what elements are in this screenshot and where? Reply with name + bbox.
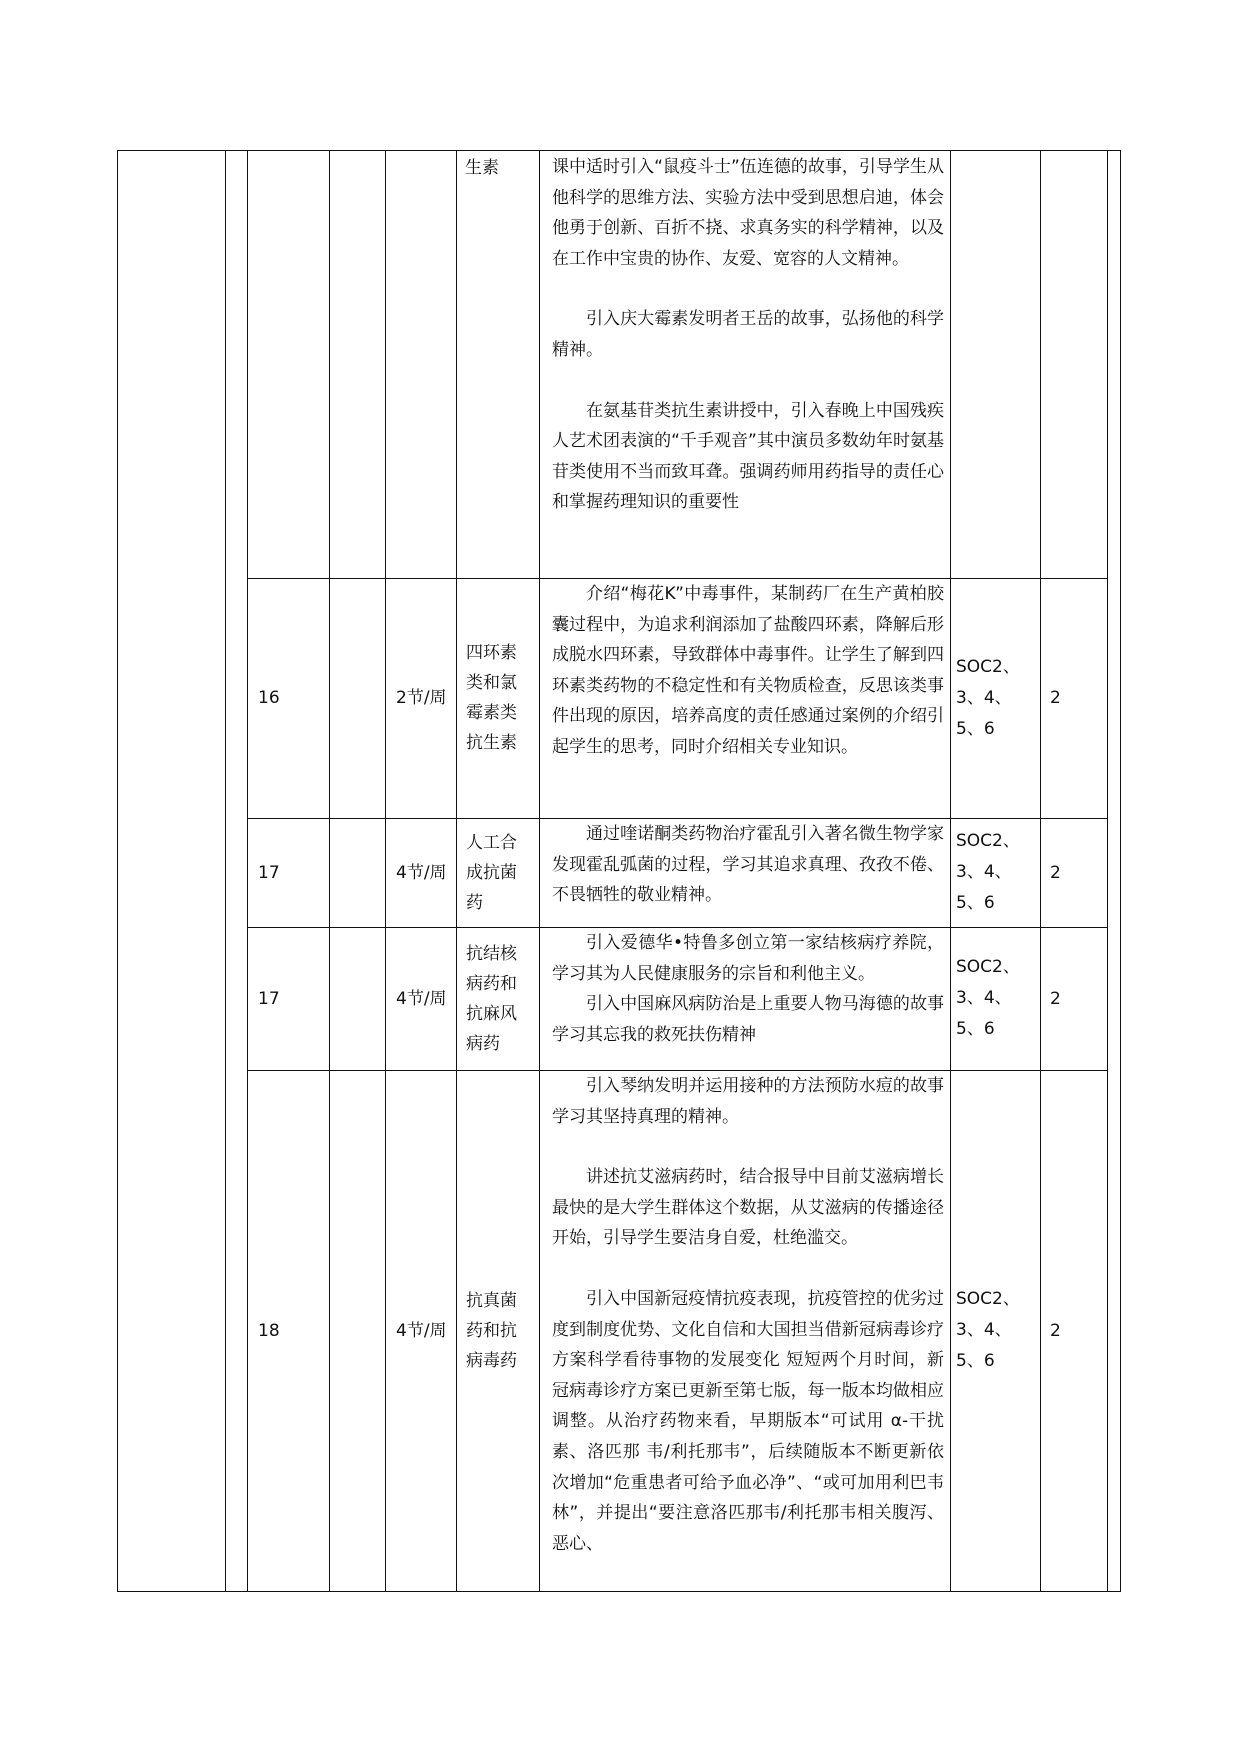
week-cell: 18: [258, 1320, 280, 1341]
topic-cell: 生素: [465, 158, 499, 178]
hours-cell: 4节/周: [396, 1320, 447, 1341]
content-paragraph: 引入爱德华•特鲁多创立第一家结核病疗养院，学习其为人民健康服务的宗旨和利他主义。: [552, 933, 944, 984]
content-cell: [552, 1071, 944, 1559]
objectives-cell: SOC2、3、4、5、6: [956, 656, 1020, 739]
content-paragraph: 引入庆大霉素发明者王岳的故事，弘扬他的科学精神。: [552, 309, 944, 360]
content-paragraph: 通过喹诺酮类药物治疗霍乱引入著名微生物学家发现霍乱弧菌的过程，学习其追求真理、孜孜不倦、不畏牺牲的敬业精神。: [552, 824, 944, 906]
topic-cell: 四环素类和氯霉素类抗生素: [466, 643, 517, 753]
column-divider: [456, 150, 457, 1591]
content-paragraph: 引入琴纳发明并运用接种的方法预防水痘的故事学习其坚持真理的精神。: [552, 1076, 944, 1127]
topic-cell-wrap: [466, 927, 532, 1070]
count-cell: 2: [1050, 1320, 1061, 1341]
topic-cell: 抗结核病药和抗麻风病药: [466, 943, 517, 1054]
count-cell-wrap: [1050, 1070, 1100, 1591]
count-cell-wrap: [1050, 927, 1100, 1070]
hours-cell: 2节/周: [396, 688, 447, 708]
content-cell: [552, 152, 944, 518]
content-cell: [552, 819, 944, 911]
table-border-left: [117, 150, 118, 1591]
column-divider: [539, 150, 540, 1591]
objectives-cell-wrap: [956, 818, 1036, 927]
column-divider: [329, 150, 330, 1591]
count-cell-wrap: [1050, 818, 1100, 927]
column-divider: [225, 150, 226, 1591]
content-paragraph: 介绍“梅花K”中毒事件，某制药厂在生产黄柏胶囊过程中，为追求利润添加了盐酸四环素，降解后形成脱水四环素，导致群体中毒事件。让学生了解到四环素类药物的不稳定性和有关物质检查，反思该类事件出现的原因，培养高度的责任感通过案例的介绍引起学生的思考，同时介绍相关专业知识。: [552, 584, 944, 757]
hours-cell: 4节/周: [396, 988, 447, 1009]
table-row: [258, 1070, 318, 1591]
objectives-cell-wrap: [956, 578, 1036, 818]
week-cell: 16: [258, 688, 280, 708]
hours-cell-wrap: [396, 927, 450, 1070]
objectives-cell-wrap: [956, 927, 1036, 1070]
table-row: [258, 578, 318, 818]
hours-cell-wrap: [396, 818, 450, 927]
count-cell: 2: [1050, 988, 1061, 1009]
week-cell: 17: [258, 862, 280, 883]
objectives-cell: SOC2、3、4、5、6: [956, 1289, 1020, 1371]
content-paragraph: 讲述抗艾滋病药时，结合报导中目前艾滋病增长最快的是大学生群体这个数据，从艾滋病的传播途径开始，引导学生要洁身自爱，杜绝滥交。: [552, 1167, 944, 1249]
column-divider: [950, 150, 951, 1591]
count-cell: 2: [1050, 862, 1061, 883]
content-paragraph: 在氨基苷类抗生素讲授中，引入春晚上中国残疾人艺术团表演的“千手观音”其中演员多数幼年时氨基苷类使用不当而致耳聋。强调药师用药指导的责任心和掌握药理知识的重要性: [552, 400, 944, 513]
content-cell: [552, 579, 944, 763]
topic-cell: 人工合成抗菌药: [466, 832, 517, 913]
topic-cell-wrap: [466, 578, 532, 818]
topic-cell-wrap: [466, 1070, 532, 1591]
count-cell: 2: [1050, 688, 1061, 708]
column-divider: [247, 150, 248, 1591]
objectives-cell: SOC2、3、4、5、6: [956, 831, 1020, 913]
column-divider: [1107, 150, 1108, 1591]
table-row: [258, 818, 318, 927]
objectives-cell-wrap: [956, 1070, 1036, 1591]
content-paragraph: 课中适时引入“鼠疫斗士”伍连德的故事，引导学生从他科学的思维方法、实验方法中受到思想启迪，体会他勇于创新、百折不挠、求真务实的科学精神，以及在工作中宝贵的协作、友爱、宽容的人文精神。: [552, 157, 944, 269]
content-cell: [552, 928, 944, 1050]
content-paragraph: 引入中国新冠疫情抗疫表现，抗疫管控的优劣过度到制度优势、文化自信和大国担当借新冠病毒诊疗方案科学看待事物的发展变化 短短两个月时间，新冠病毒诊疗方案已更新至第七版，每一版本均做相应调整。从治疗药物来看，早期版本“可试用 α-干扰素、洛匹那 韦/利托那韦”，后续随版本不断更新依次增加“危重患者可给予血必净”、“或可加用利巴韦林”，并提出“要注意洛匹那韦/利托那韦相关腹泻、恶心、: [552, 1288, 944, 1554]
hours-cell-wrap: [396, 1070, 450, 1591]
objectives-cell: SOC2、3、4、5、6: [956, 957, 1020, 1039]
column-divider: [385, 150, 386, 1591]
week-cell: 17: [258, 988, 280, 1009]
topic-cell: 抗真菌药和抗病毒药: [466, 1290, 517, 1371]
count-cell-wrap: [1050, 578, 1100, 818]
hours-cell-wrap: [396, 578, 450, 818]
topic-cell-wrap: [466, 818, 532, 927]
table-border-bottom: [117, 1591, 1121, 1592]
table-border-right: [1120, 150, 1121, 1591]
table-row: [258, 927, 318, 1070]
hours-cell: 4节/周: [396, 862, 447, 883]
table-border-top: [117, 150, 1121, 151]
content-paragraph: 引入中国麻风病防治是上重要人物马海德的故事学习其忘我的救死扶伤精神: [552, 994, 944, 1045]
table-row: [465, 153, 531, 183]
column-divider: [1040, 150, 1041, 1591]
